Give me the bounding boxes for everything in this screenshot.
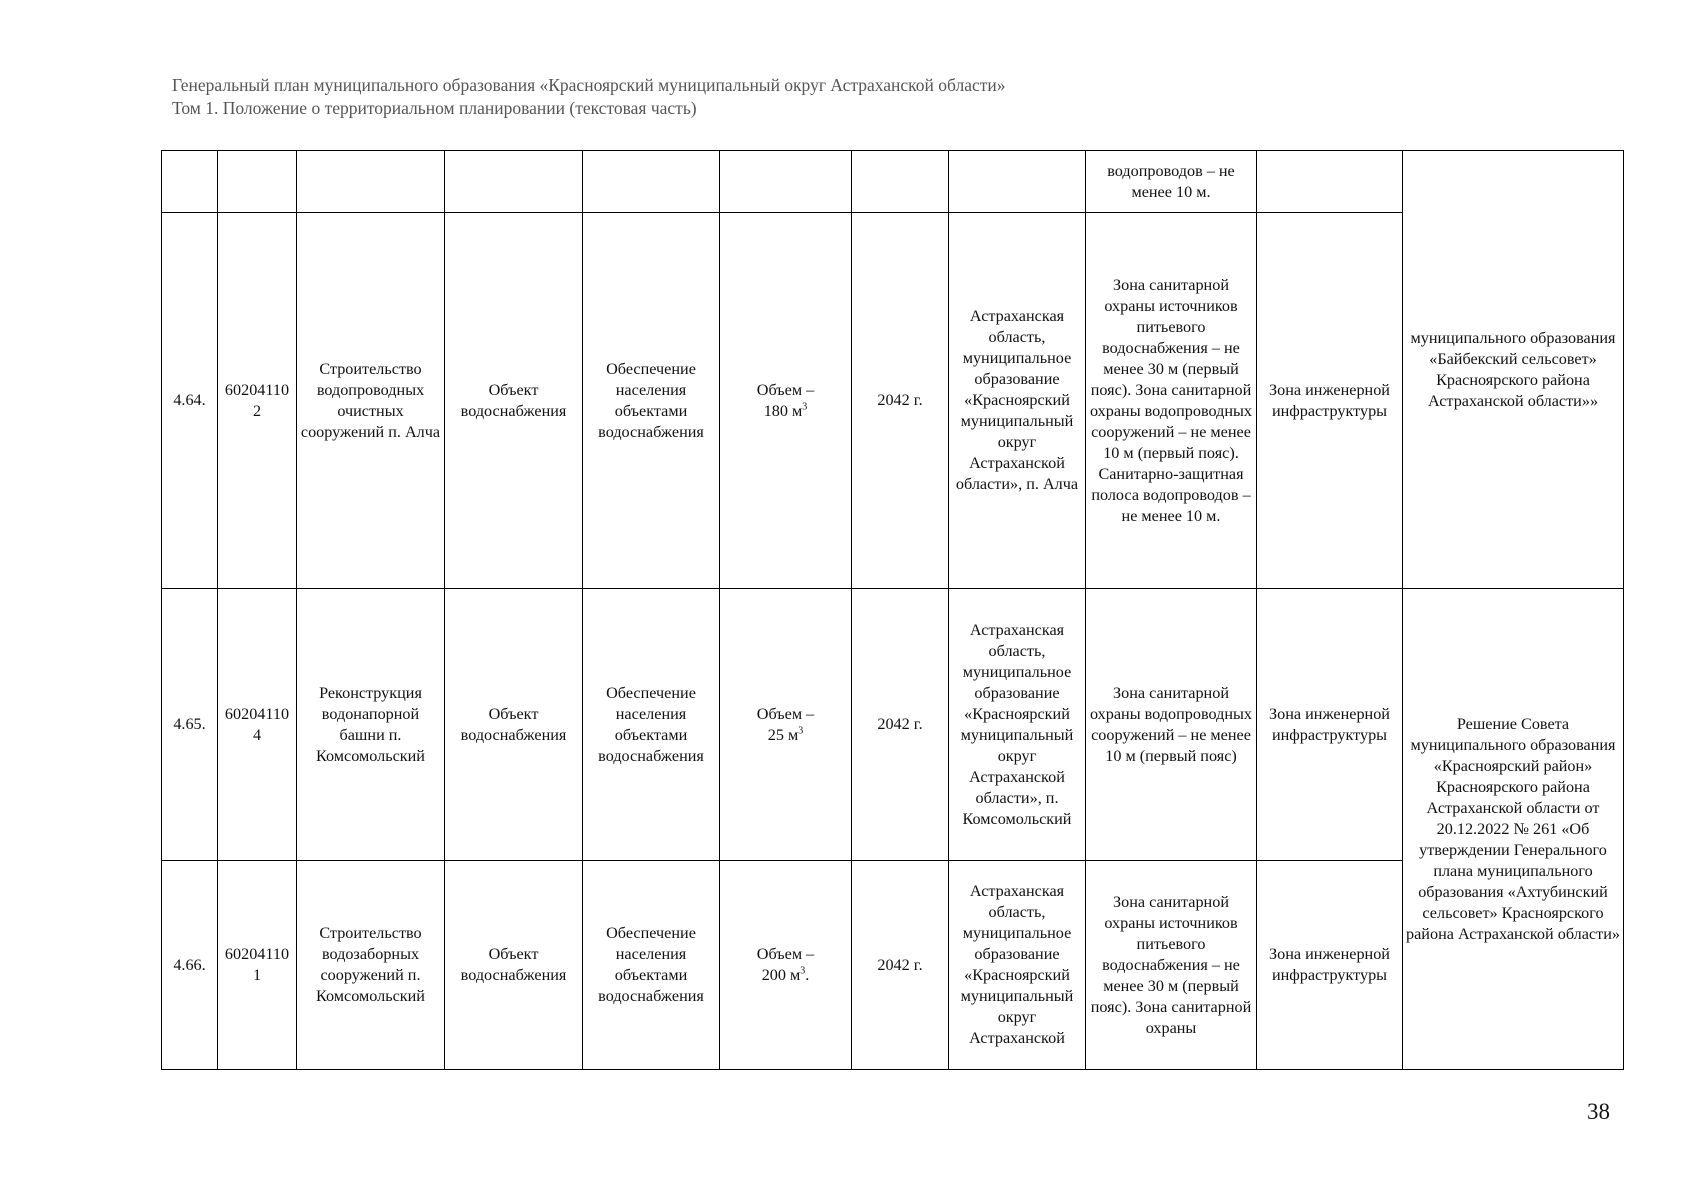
- cell-zones: Зона санитарной охраны водопроводных сооружений – не менее 10 м (первый пояс): [1086, 589, 1257, 861]
- cell-volume: [720, 213, 852, 589]
- cell-location: Астраханская область, муниципальное образование «Красноярский муниципальный округ Астраханской области», п. Алча: [949, 213, 1086, 589]
- cell-zone: Зона инженерной инфраструктуры: [1257, 213, 1403, 589]
- volume-label: Объем –: [756, 380, 815, 399]
- cell-number: 4.64.: [162, 213, 218, 589]
- volume-label: Объем –: [756, 945, 815, 963]
- cell-volume: [720, 861, 852, 1070]
- volume-label: Объем –: [756, 704, 815, 723]
- cell-basis: муниципального образования «Байбекский сельсовет» Красноярского района Астраханской области»»: [1403, 151, 1624, 589]
- volume-unit-exponent: 3: [802, 401, 808, 413]
- header-subtitle: Том 1. Положение о территориальном планировании (текстовая часть): [172, 98, 697, 118]
- cell-location: Астраханская область, муниципальное образование «Красноярский муниципальный округ Астраханской: [949, 861, 1086, 1070]
- cell-number: 4.65.: [162, 589, 218, 861]
- volume-unit-exponent: 3: [798, 725, 804, 737]
- page-number: 38: [1587, 1099, 1610, 1124]
- planning-table: [161, 150, 1624, 1070]
- volume-value: 200 м: [761, 966, 801, 984]
- cell-purpose: Обеспечение населения объектами водоснабжения: [583, 589, 720, 861]
- cell-type: Объект водоснабжения: [445, 589, 583, 861]
- cell-name: Строительство водопроводных очистных сооружений п. Алча: [297, 213, 445, 589]
- cell-type: Объект водоснабжения: [445, 861, 583, 1070]
- table-row-continuation: [162, 151, 1624, 213]
- cell-zones: Зона санитарной охраны источников питьевого водоснабжения – не менее 30 м (первый пояс). Зона санитарной охраны: [1086, 861, 1257, 1070]
- cell-purpose: Обеспечение населения объектами водоснабжения: [583, 861, 720, 1070]
- cell-number: 4.66.: [162, 861, 218, 1070]
- cell-zone: Зона инженерной инфраструктуры: [1257, 861, 1403, 1070]
- cell-code: 602041104: [218, 589, 297, 861]
- cell-zone: Зона инженерной инфраструктуры: [1257, 589, 1403, 861]
- table-row: [162, 589, 1624, 861]
- volume-unit-exponent: 3: [800, 965, 806, 977]
- volume-value: 180 м: [763, 401, 803, 420]
- cell-year: 2042 г.: [852, 589, 949, 861]
- cell-code: 602041101: [218, 861, 297, 1070]
- cell-basis: Решение Совета муниципального образования «Красноярский район» Красноярского района Астраханской области от 20.12.2022 № 261 «Об утверждении Генерального плана муниципального образования «Ахтубинский сельсовет» Красноярского района Астраханской области»: [1403, 589, 1624, 1070]
- document-header: [172, 74, 1006, 120]
- volume-value: 25 м: [767, 725, 799, 744]
- cell-volume: [720, 589, 852, 861]
- cell-zones: Зона санитарной охраны источников питьевого водоснабжения – не менее 30 м (первый пояс). Зона санитарной охраны водопроводных сооружений – не менее 10 м (первый пояс). Санитарно-защитная полоса водопроводов – не менее 10 м.: [1086, 213, 1257, 589]
- cell-year: 2042 г.: [852, 213, 949, 589]
- cell-type: Объект водоснабжения: [445, 213, 583, 589]
- cell-name: Строительство водозаборных сооружений п. Комсомольский: [297, 861, 445, 1070]
- volume-suffix: .: [805, 966, 810, 984]
- cell-year: 2042 г.: [852, 861, 949, 1070]
- header-title: Генеральный план муниципального образования «Красноярский муниципальный округ Астраханской области»: [172, 75, 1006, 95]
- cell-code: 602041102: [218, 213, 297, 589]
- cell-zones: водопроводов – не менее 10 м.: [1086, 151, 1257, 213]
- cell-purpose: Обеспечение населения объектами водоснабжения: [583, 213, 720, 589]
- cell-name: Реконструкция водонапорной башни п. Комсомольский: [297, 589, 445, 861]
- cell-location: Астраханская область, муниципальное образование «Красноярский муниципальный округ Астраханской области», п. Комсомольский: [949, 589, 1086, 861]
